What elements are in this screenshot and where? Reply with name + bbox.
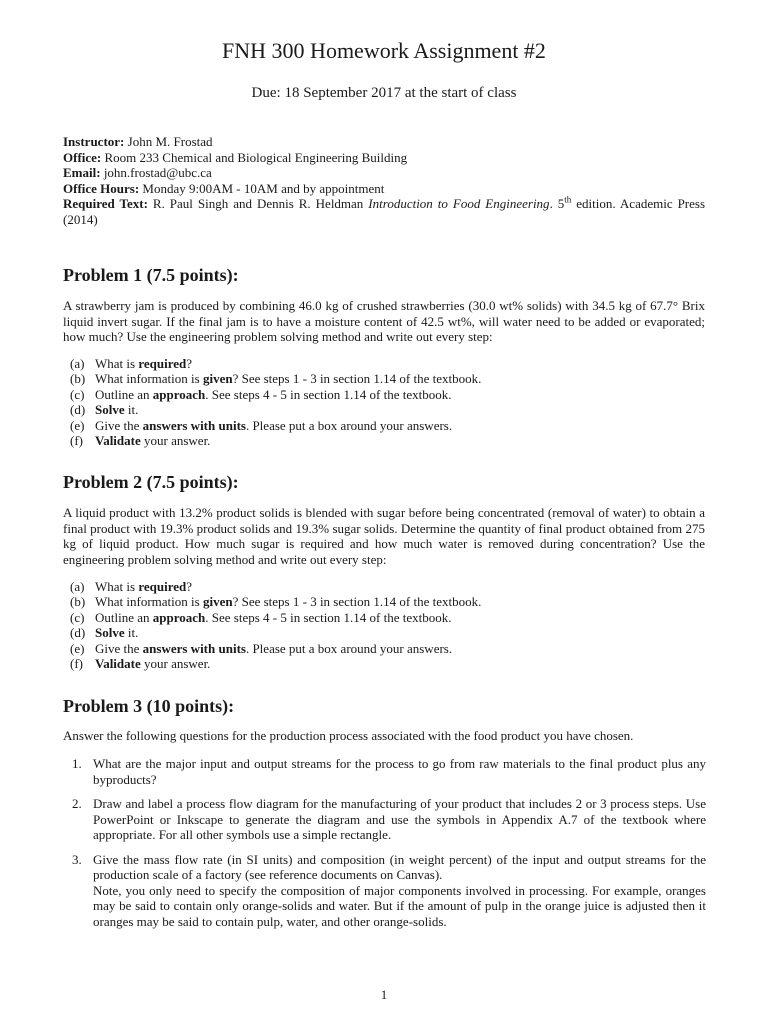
email-line <box>63 165 705 181</box>
page-number: 1 <box>380 987 388 1002</box>
required-text-edition-sup: th <box>564 194 572 205</box>
step-item <box>70 356 690 371</box>
office-hours-value: Monday 9:00AM - 10AM and by appointment <box>139 180 385 196</box>
page-title: FNH 300 Homework Assignment #2 <box>222 38 546 63</box>
step-text: Give the answers with units. Please put a box around your answers. <box>95 417 453 433</box>
office-label: Office: <box>63 149 102 165</box>
step-item <box>70 387 690 402</box>
question-body <box>93 852 706 930</box>
problem-1-text: A strawberry jam is produced by combining 46.0 kg of crushed strawberries (30.0 wt% solids) with 34.5 kg of 67.7° Brix liquid invert sugar. If the final jam is to have a moisture content of 42.5 wt%, will water need to be added or evaporated; how much? Use the engineering problem solving method and write out every step: <box>63 298 705 344</box>
step-label: (c) <box>70 386 85 402</box>
step-text: Outline an approach. See steps 4 - 5 in section 1.14 of the textbook. <box>95 386 452 402</box>
step-label: (e) <box>70 417 85 433</box>
instructor-line <box>63 134 705 150</box>
step-text: Validate your answer. <box>95 433 211 449</box>
question-number: 2. <box>72 796 82 811</box>
question-item <box>72 852 706 930</box>
step-text: Validate your answer. <box>95 656 211 672</box>
step-text: What information is given? See steps 1 - 3 in section 1.14 of the textbook. <box>95 371 482 387</box>
step-label: (e) <box>70 640 85 656</box>
question-note: Note, you only need to specify the composition of major components involved in processing. For example, oranges may be said to contain only orange-solids and water. But if the amount of pulp in the orange juice is adjusted then it oranges may be said to contain pulp, water, and other orange-solids. <box>93 882 706 929</box>
problem-3-heading: Problem 3 (10 points): <box>63 696 235 716</box>
required-text-label: Required Text: <box>63 196 148 211</box>
instructor-label: Instructor: <box>63 134 125 149</box>
step-item <box>70 594 690 609</box>
step-item <box>70 371 690 386</box>
step-text: What is required? <box>95 356 193 371</box>
step-label: (f) <box>70 433 83 449</box>
office-value: Room 233 Chemical and Biological Engineering Building <box>101 149 408 165</box>
step-label: (a) <box>70 579 85 594</box>
step-label: (c) <box>70 609 85 625</box>
required-text-line <box>63 196 705 227</box>
problem-3-intro: Answer the following questions for the production process associated with the food product you have chosen. <box>63 728 634 743</box>
question-item <box>72 756 706 787</box>
step-text: Solve it. <box>95 625 139 641</box>
problem-1-steps <box>70 356 690 448</box>
step-item <box>70 625 690 640</box>
problem-3-questions <box>72 756 706 938</box>
step-text: What is required? <box>95 579 193 594</box>
step-item <box>70 579 690 594</box>
step-label: (b) <box>70 371 86 387</box>
step-label: (d) <box>70 402 86 418</box>
question-text: Give the mass flow rate (in SI units) and composition (in weight percent) of the input and output streams for the production scale of a factory (see reference documents on Canvas). <box>93 851 706 882</box>
email-value: john.frostad@ubc.ca <box>100 165 212 180</box>
step-text: Give the answers with units. Please put a box around your answers. <box>95 640 453 656</box>
step-label: (f) <box>70 656 83 672</box>
step-item <box>70 641 690 656</box>
step-item <box>70 433 690 448</box>
required-text-publisher: edition. Academic Press (2014) <box>63 196 706 227</box>
step-text: Solve it. <box>95 402 139 418</box>
step-label: (b) <box>70 594 86 610</box>
office-hours-label: Office Hours: <box>63 180 140 196</box>
question-text: What are the major input and output streams for the process to go from raw materials to the final product plus any byproducts? <box>93 756 706 787</box>
question-item <box>72 796 706 843</box>
problem-1-heading: Problem 1 (7.5 points): <box>63 265 239 285</box>
office-hours-line <box>63 181 705 197</box>
step-item <box>70 610 690 625</box>
step-label: (d) <box>70 625 86 641</box>
office-line <box>63 150 705 166</box>
step-text: What information is given? See steps 1 - 3 in section 1.14 of the textbook. <box>95 594 482 610</box>
required-text-authors: R. Paul Singh and Dennis R. Heldman <box>147 196 369 211</box>
required-text-title: Introduction to Food Engineering <box>368 196 550 211</box>
problem-2-steps <box>70 579 690 671</box>
required-text-edition: . 5 <box>549 196 565 211</box>
problem-2-heading: Problem 2 (7.5 points): <box>63 472 239 492</box>
due-date: Due: 18 September 2017 at the start of class <box>251 85 517 101</box>
question-text: Draw and label a process flow diagram for the manufacturing of your product that includes 2 or 3 process steps. Use PowerPoint or Inkscape to generate the diagram and use the symbols in Appendix A.7 of the textbook where appropriate. For all other symbols use a simple rectangle. <box>93 796 706 842</box>
course-info <box>63 134 705 227</box>
instructor-value: John M. Frostad <box>124 134 213 149</box>
step-item <box>70 418 690 433</box>
step-item <box>70 656 690 671</box>
step-item <box>70 402 690 417</box>
question-number: 3. <box>72 851 82 867</box>
question-number: 1. <box>72 756 82 771</box>
step-label: (a) <box>70 356 85 371</box>
problem-2-text: A liquid product with 13.2% product solids is blended with sugar before being concentrated (removal of water) to obtain a final product with 19.3% product solids and 19.3% sugar solids. Determine the quantity of final product obtained from 275 kg of liquid product. How much sugar is required and how much water is removed during concentration? Use the engineering problem solving method and write out every step: <box>63 505 705 567</box>
email-label: Email: <box>63 165 101 180</box>
step-text: Outline an approach. See steps 4 - 5 in section 1.14 of the textbook. <box>95 609 452 625</box>
